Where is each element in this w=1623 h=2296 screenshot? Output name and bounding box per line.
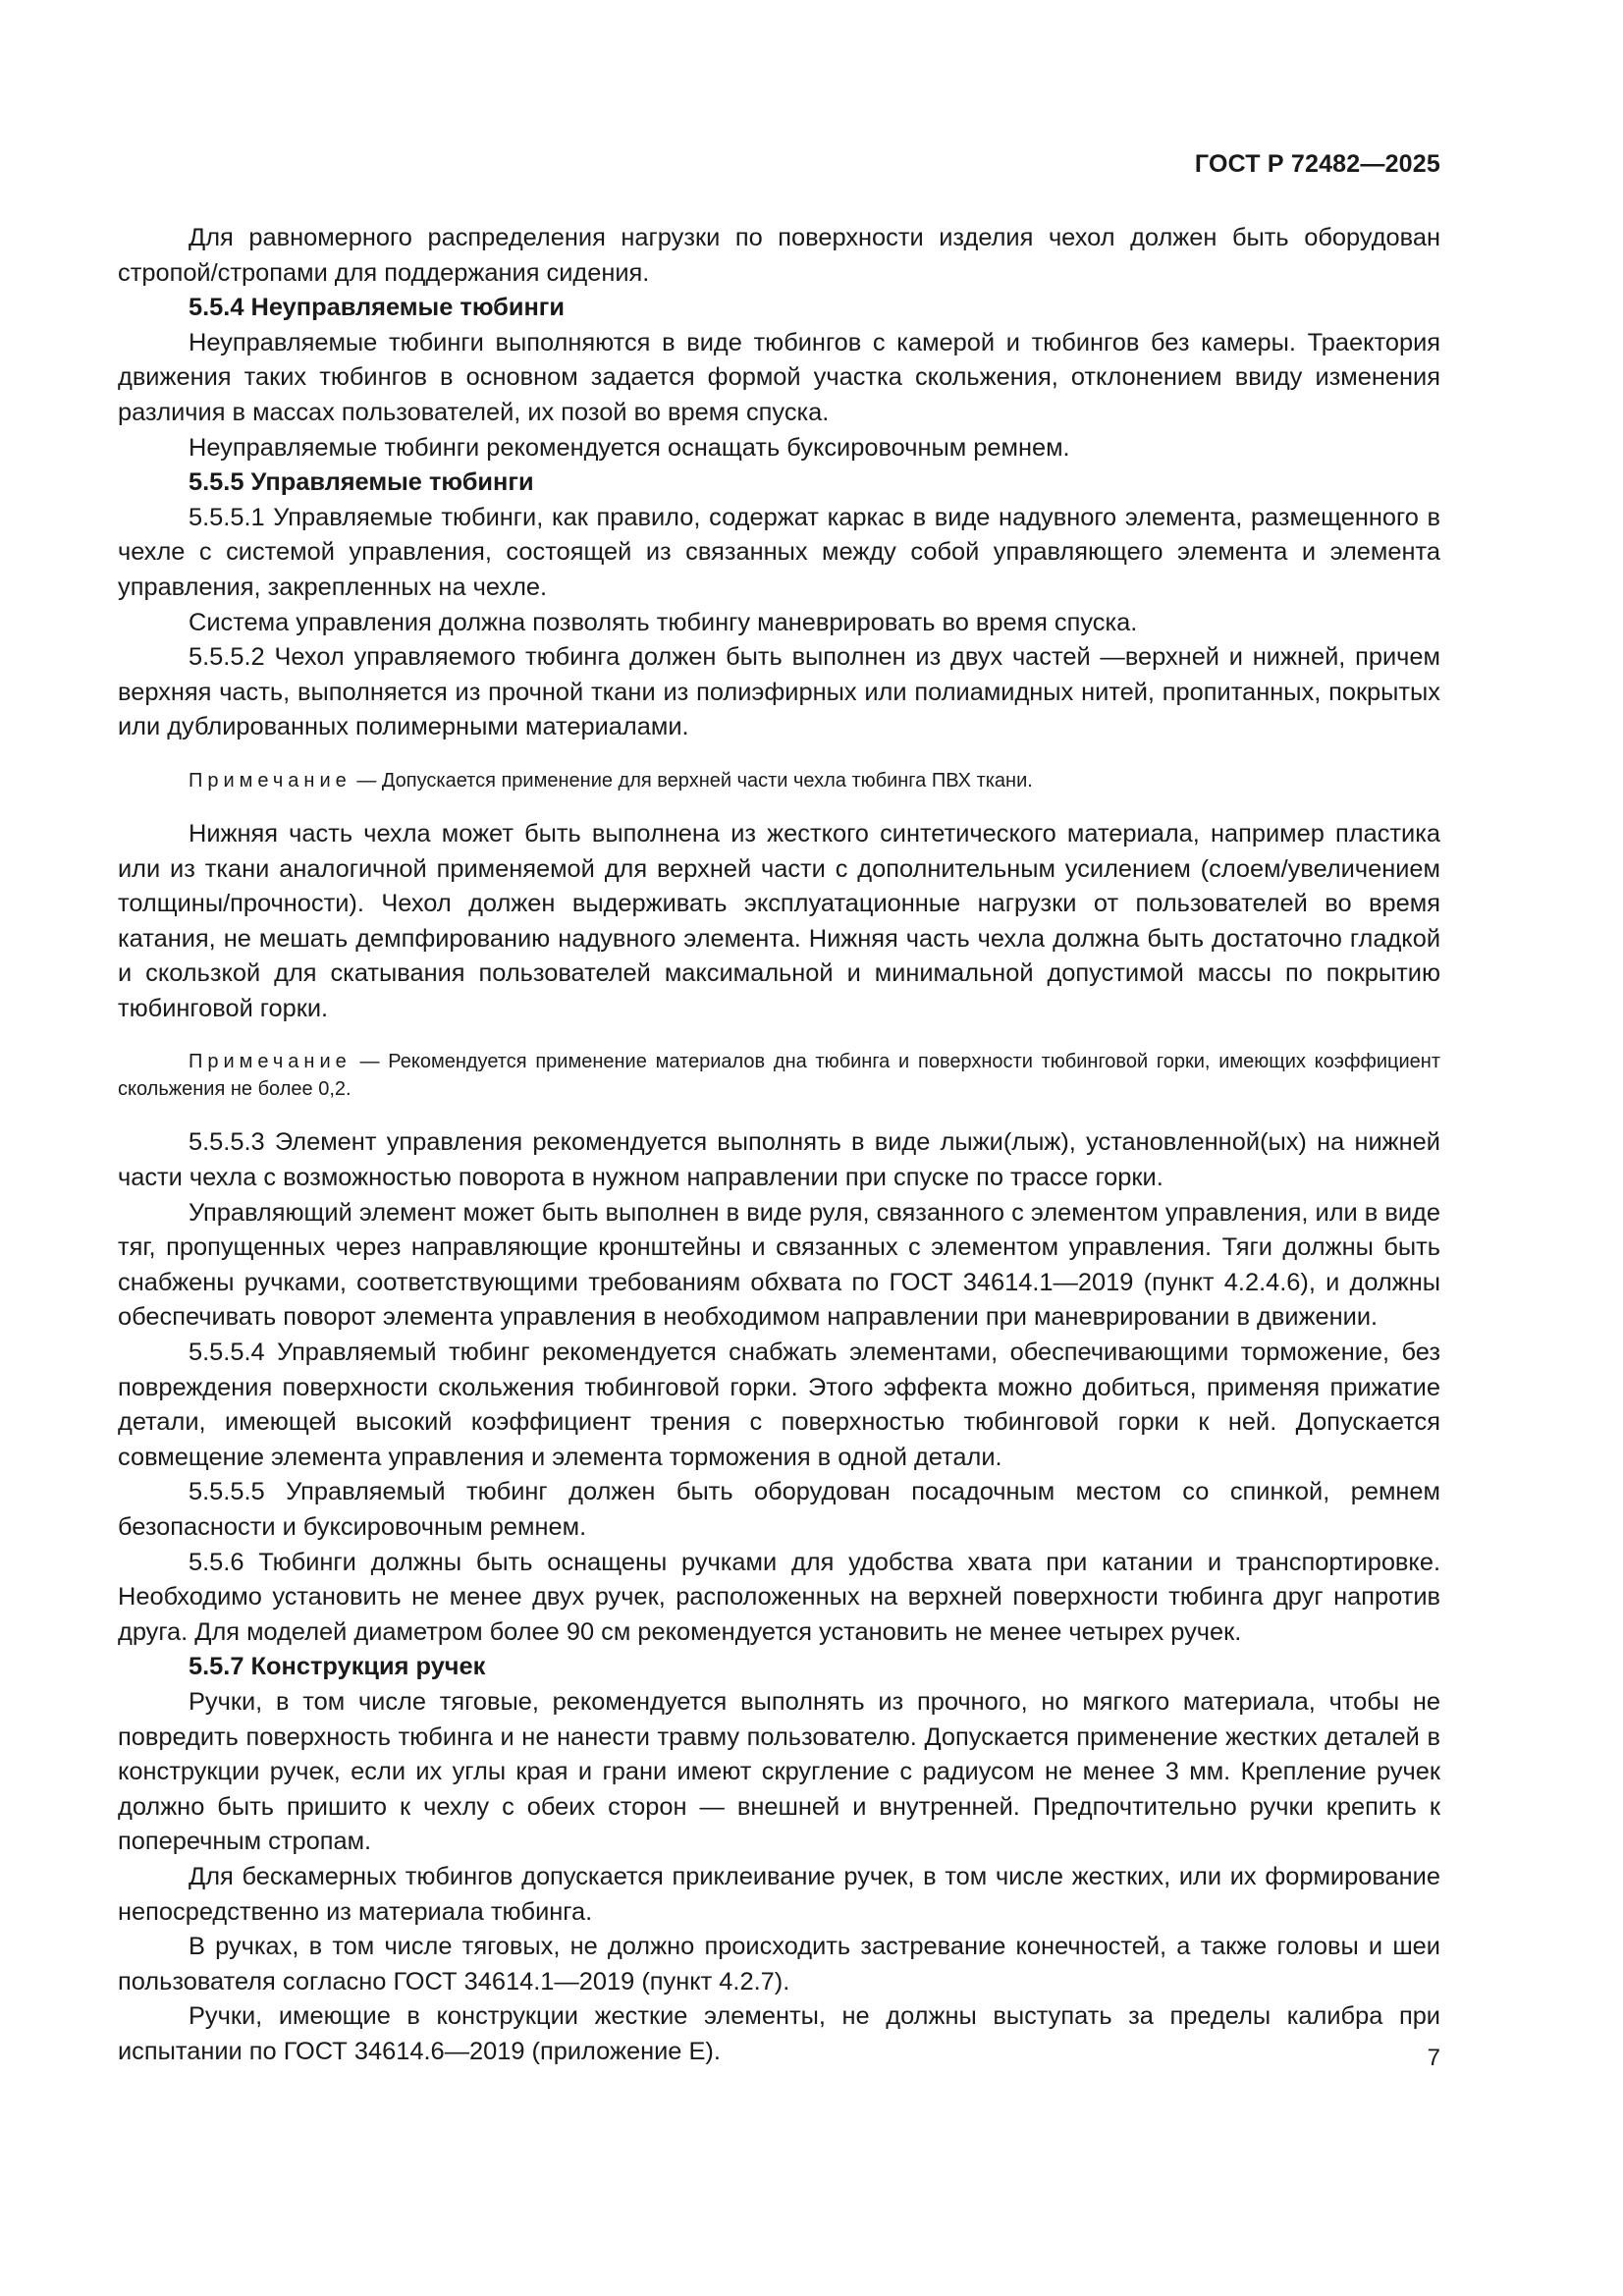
paragraph: 5.5.5.4 Управляемый тюбинг рекомендуется снабжать элементами, обеспечивающими торможение, без повреждения поверхности скольжения тюбинговой горки. Этого эффекта можно добиться, применяя прижатие детали, имеющей высокий коэффициент трения с поверхностью тюбинговой горки к ней. Допускается совмещение элемента управления и элемента торможения в одной детали. [118, 1339, 1440, 1471]
paragraph: 5.5.5.5 Управляемый тюбинг должен быть оборудован посадочным местом со спинкой, ремнем безопасности и буксировочным ремнем. [118, 1478, 1440, 1541]
note-text: — Допускается применение для верхней части чехла тюбинга ПВХ ткани. [356, 769, 1033, 792]
paragraph: 5.5.5.2 Чехол управляемого тюбинга должен быть выполнен из двух частей —верхней и нижней, причем верхняя часть, выполняется из прочной ткани из полиэфирных или полиамидных нитей, пропитанных, покрытых или дублированных полимерными материалами. [118, 643, 1440, 741]
paragraph: Система управления должна позволять тюбингу маневрировать во время спуска. [189, 608, 1138, 636]
section-heading: 5.5.5 Управляемые тюбинги [189, 468, 534, 497]
paragraph: В ручках, в том числе тяговых, не должно происходить застревание конечностей, а также головы и шеи пользователя согласно ГОСТ 34614.1—2019 (пункт 4.2.7). [118, 1933, 1440, 1995]
section-heading: 5.5.4 Неуправляемые тюбинги [189, 294, 565, 322]
paragraph: Нижняя часть чехла может быть выполнена из жесткого синтетического материала, например пластика или из ткани аналогичной применяемой для верхней части с дополнительным усилением (слоем/увеличением толщины/прочности). Чехол должен выдерживать эксплуатационные нагрузки от пользователей во время катания, не мешать демпфированию надувного элемента. Нижняя часть чехла должна быть достаточно гладкой и скользкой для скатывания пользователей максимальной и минимальной допустимой массы по покрытию тюбинговой горки. [118, 819, 1440, 1022]
paragraph: Для бескамерных тюбингов допускается приклеивание ручек, в том числе жестких, или их формирование непосредственно из материала тюбинга. [118, 1862, 1440, 1926]
paragraph: Ручки, имеющие в конструкции жесткие элементы, не должны выступать за пределы калибра при испытании по ГОСТ 34614.6—2019 (приложение Е). [118, 2002, 1440, 2065]
section-heading: 5.5.7 Конструкция ручек [189, 1653, 486, 1681]
paragraph: 5.5.5.1 Управляемые тюбинги, как правило, содержат каркас в виде надувного элемента, размещенного в чехле с системой управления, состоящей из связанных между собой управляющего элемента и элемента управления, закрепленных на чехле. [118, 503, 1440, 601]
document-body [118, 221, 1440, 2070]
page-number: 7 [1427, 2045, 1440, 2071]
note-label: Примечание [189, 1051, 352, 1073]
paragraph: Для равномерного распределения нагрузки по поверхности изделия чехол должен быть оборудован стропой/стропами для поддержания сидения. [118, 224, 1440, 287]
note [118, 1048, 1440, 1103]
note-text: — Рекомендуется применение материалов дна тюбинга и поверхности тюбинговой горки, имеющих коэффициент скольжения не более 0,2. [118, 1051, 1440, 1101]
paragraph: Управляющий элемент может быть выполнен в виде руля, связанного с элементом управления, или в виде тяг, пропущенных через направляющие кронштейны и связанных с элементом управления. Тяги должны быть снабжены ручками, соответствующими требованиям обхвата по ГОСТ 34614.1—2019 (пункт 4.2.4.6), и должны обеспечивать поворот элемента управления в необходимом направлении при маневрировании в движении. [118, 1198, 1440, 1332]
paragraph: Неуправляемые тюбинги рекомендуется оснащать буксировочным ремнем. [189, 433, 1070, 462]
paragraph: 5.5.6 Тюбинги должны быть оснащены ручками для удобства хвата при катании и транспортировке. Необходимо установить не менее двух ручек, расположенных на верхней поверхности тюбинга друг напротив друга. Для моделей диаметром более 90 см рекомендуется установить не менее четырех ручек. [118, 1548, 1440, 1646]
note [118, 767, 1440, 794]
paragraph: Ручки, в том числе тяговые, рекомендуется выполнять из прочного, но мягкого материала, чтобы не повредить поверхность тюбинга и не нанести травму пользователю. Допускается применение жестких деталей в конструкции ручек, если их углы края и грани имеют скругление с радиусом не менее 3 мм. Крепление ручек должно быть пришито к чехлу с обеих сторон — внешней и внутренней. Предпочтительно ручки крепить к поперечным стропам. [118, 1687, 1440, 1856]
paragraph: 5.5.5.3 Элемент управления рекомендуется выполнять в виде лыжи(лыж), установленной(ых) на нижней части чехла с возможностью поворота в нужном направлении при спуске по трассе горки. [118, 1128, 1440, 1192]
document-header: ГОСТ Р 72482—2025 [1194, 150, 1440, 178]
paragraph: Неуправляемые тюбинги выполняются в виде тюбингов с камерой и тюбингов без камеры. Траектория движения таких тюбингов в основном задается формой участка скольжения, отклонением ввиду изменения различия в массах пользователей, их позой во время спуска. [118, 328, 1440, 426]
note-label: Примечание [189, 769, 352, 792]
